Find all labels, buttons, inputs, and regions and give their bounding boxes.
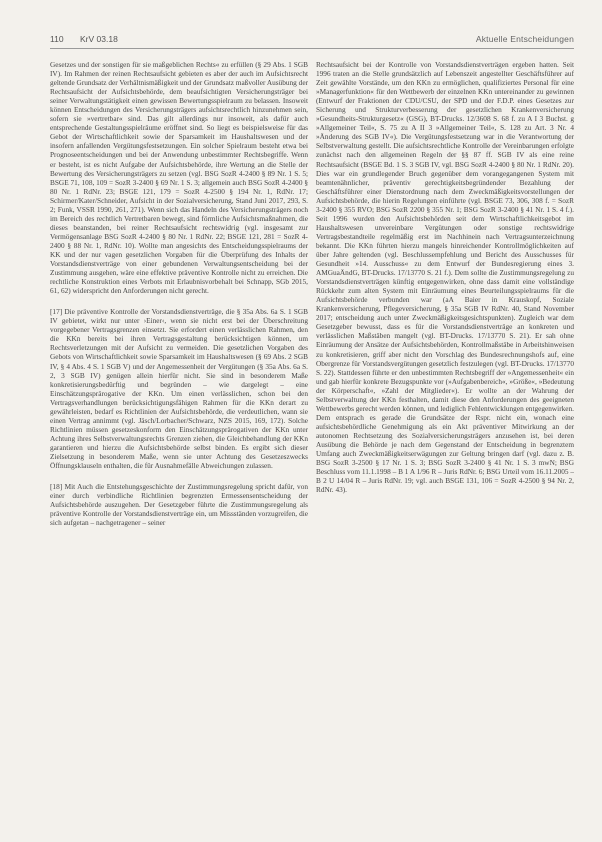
page-number: 110 — [50, 34, 64, 44]
page-header — [50, 34, 574, 46]
section-title: Aktuelle Entscheidungen — [475, 34, 574, 44]
header-rule — [50, 48, 574, 49]
left-paragraph-2: [17] Die präventive Kontrolle der Vorstandsdienstverträge, die § 35a Abs. 6a S. 1 SGB IV gebietet, wirkt nur unter ›Einer‹, wenn sie nicht erst bei der Überschreitung vorgegebener Vertragsgrenzen einsetzt. Sie erfordert einen verlässlichen Rahmen, den die KKn bereits bei ihren Vertragsgestaltung berücksichtigen können, um Rechtsverletzungen mit der Aufsicht zu vermeiden. Die gesetzlichen Vorgaben des Gebots von Wirtschaftlichkeit sowie Sparsamkeit im Haushaltswesen (§ 69 Abs. 2 SGB IV, § 4 Abs. 4 S. 1 SGB V) und der Angemessenheit der Vergütungen (§ 35a Abs. 6a S. 2, 3 SGB IV) genügen allein hierfür nicht. Sie sind in besonderem Maße konkretisierungsbedürftig und begründen – wie dargelegt – eine Einschätzungsprärogative der KKn. Um einen verlässlichen, schon bei den Vertragsverhandlungen berücksichtigungsfähigen Rahmen für die KKn derart zu gewährleisten, bedarf es Richtlinien der Aufsichtsbehörde, die verdeutlichen, wann sie einen Vertrag annimmt (vgl. Jäsch/Lorbacher/Schwarz, NZS 2015, 169, 172). Solche Richtlinien müssen gesetzeskonform den Einschätzungsprärogativen der KKn unter Achtung ihres Selbstverwaltungsrechts Grenzen ziehen, die Gleichbehandlung der KKn garantieren und hierzu die Aufsichtsbehörde selbst binden. Es ergibt sich dieser Zielsetzung in besonderem Maße, wenn sie unter Achtung des Gesetzeszwecks Öffnungsklauseln enthalten, die für Ausnahmefälle Abweichungen zulassen. — [50, 307, 308, 471]
right-column — [316, 60, 574, 830]
left-paragraph-3: [18] Mit Auch die Entstehungsgeschichte der Zustimmungsregelung spricht dafür, von einer durch verbindliche Richtlinien begrenzten Ermessensentscheidung der Aufsichtsbehörde auszugehen. Der Gesetzgeber führte die Zustimmungsregelung als präventive Kontrolle der Vorstandsdienstverträge ein, um Missständen vorzugreifen, die sich aufgetan – nachgetragener – seiner — [50, 482, 308, 528]
right-paragraph-1: Rechtsaufsicht bei der Kontrolle von Vorstandsdienstverträgen ergeben hatten. Seit 1996 traten an die Stelle grundsätzlich auf Lebenszeit angestellter Geschäftsführer auf Zeit gewählte Vorstände, um den KKn zu ermöglichen, qualifiziertes Personal für eine »Managerfunktion« für den Wettbewerb der einzelnen KKn untereinander zu gewinnen (Entwurf der Fraktionen der CDU/CSU, der SPD und der F.D.P. eines Gesetzes zur Sicherung und Strukturverbesserung der gesetzlichen Krankenversicherung »Gesundheits-Strukturgesetz« (GSG), BT-Drucks. 12/3608 S. 68 f. zu A I 3 Buchst. g »Allgemeiner Teil«, S. 75 zu A II 3 »Allgemeiner Teil«, S. 128 zu Art. 3 Nr. 4 »Änderung des SGB IV«). Die Vergütungsfestsetzung war in die Verantwortung der Selbstverwaltung gestellt. Die aufsichtsrechtliche Kontrolle der Vereinbarungen erfolgte zunächst nach den allgemeinen Regeln der §§ 87 ff. SGB IV als eine reine Rechtsaufsicht (BSGE Bd. 1 S. 3 SGB IV, vgl. BSG SozR 4-2400 § 80 Nr. 1 RdNr. 20). Dies war ein grundlegender Bruch gegenüber dem vorangegangenen System mit beamtenähnlicher, präventiv gerechtigkeitsbegründender Bezahlung der Geschäftsführer einer Dienstordnung nach dem Zweckmäßigkeitsvorstellungen der Aufsichtsbehörde, die hierin Regelungen einführte (vgl. BSGE 73, 306, 308 f. = SozR 3-2400 § 355 RVO; BSG SozR 2200 § 355 Nr. 1; BSG SozR 3-2400 § 41 Nr. 1 S. 4 f.). Seit 1996 wurden den Aufsichtsbehörden seit dem Wirtschaftlichkeitsgebot im Haushaltswesen unvereinbare Vergütungen oder sonstige rechtswidrige Vertragsbestandteile regelmäßig erst im Nachhinein nach Vertragsunterzeichnung bekannt. Die KKn führten hierzu mangels hinreichender Kontrollmöglichkeiten auf über Jahre geltenden (vgl. Beschlussempfehlung und Bericht des Ausschusses für Gesundheit »14. Ausschuss« zu dem Entwurf der Bundesregierung eines 3. AMGuaÄndG, BT-Drucks. 17/13770 S. 21 f.). Dem sollte die Zustimmungsregelung zu Vorstandsdienstverträgen künftig entgegenwirken, ohne dass damit eine vollständige Rückkehr zum alten System mit Einräumung eines Beurteilungsspielraums für die Aufsichtsbehörde verbunden war (aA Baier in Krauskopf, Soziale Krankenversicherung, Pflegeversicherung, § 35a SGB IV RdNr. 40, Stand November 2017; entscheidung auch unter Zweckmäßigkeitsgesichtspunkten). Zugleich war dem Gesetzgeber bewusst, dass es für die Vorstandsdienstverträge an konkreten und verlässlichen Maßstäben mangelt (vgl. BT-Drucks. 17/13770 S. 21). Er sah ohne Einräumung der Ansätze der Aufsichtsbehörden, Kontrollmaßstäbe in Arbeitshinweisen zu konkretisieren, griff aber nicht den Vorschlag des Bundesrechnungshofs auf, eine Obergrenze für Vorstandsvergütungen gesetzlich festzulegen (vgl. BT-Drucks. 17/13770 S. 22). Stattdessen führte er den unbestimmten Rechtsbegriff der »Angemessenheit« ein und gab hierfür konkrete Bezugspunkte vor (»Aufgabenbereich«, »Größe«, »Bedeutung der Körperschaft«, »Zahl der Mitglieder«). Er wollte an der Wahrung der Selbstverwaltung der KKn festhalten, damit diese den Anforderungen des geeigneten Wettbewerbs gerecht werden können, und lediglich Fehlentwicklungen entgegenwirken. Dem entsprach es gerade die Grundsätze der Rspr. nicht ein, wonach eine aufsichtsbehördliche Genehmigung als ein Akt präventiver Mitwirkung an der autonomen Rechtsetzung des Sozialversicherungsträgers anzusehen ist, bei deren Ausübung die Behörde je nach dem Gegenstand der Entscheidung in begrenztem Umfang auch Zweckmäßigkeitserwägungen zur Geltung bringen darf (vgl. dazu z. B. BSG SozR 3-2500 § 17 Nr. 1 S. 3; BSG SozR 3-2400 § 41 Nr. 1 S. 3 mwN; BSG Beschluss vom 11.1.1998 – B 1 A 1/96 R – Juris RdNr. 6; BSG Urteil vom 16.11.2005 – B 2 U 14/04 R – Juris RdNr. 19; vgl. auch BSGE 131, 106 = SozR 4-2500 § 94 Nr. 2, RdNr. 43). — [316, 60, 574, 495]
journal-name: KrV 03.18 — [80, 34, 118, 44]
left-column — [50, 60, 308, 830]
left-paragraph-1: Gesetzes und der sonstigen für sie maßgeblichen Rechts« zu erfüllen (§ 29 Abs. 1 SGB IV). Im Rahmen der reinen Rechtsaufsicht gebieten es aber der auch im Aufsichtsrecht geltende Grundsatz der Verhältnismäßigkeit und der Grundsatz maßvoller Ausübung der Rechtsaufsicht der Aufsichtsbehörde, dem beaufsichtigten Versicherungsträger bei seiner Verwaltungstätigkeit einen gewissen Bewertungsspielraum zu belassen. Insoweit können Entscheidungen des Versicherungsträgers aufsichtsrechtlich hinzunehmen sein, sofern sie »vertretbar« sind. Das gilt allerdings nur insoweit, als dafür auch entsprechende Gestaltungsspielräume eröffnet sind. So liegt es beispielsweise für das Gebot der Wirtschaftlichkeit sowie der Sparsamkeit im Haushaltswesen und der insofern anfallenden Vergütungsfestsetzungen. Ein solcher Spielraum besteht etwa bei Prognoseentscheidungen und bei der Anwendung unbestimmter Rechtsbegriffe. Wenn er besteht, ist es nicht Aufgabe der Aufsichtsbehörde, ihre Wertung an die Stelle der Bewertung des Versicherungsträgers zu setzen (vgl. BSG SozR 4-2400 § 89 Nr. 1 S. 5; BSGE 71, 108, 109 = SozR 3-2400 § 69 Nr. 1 S. 3; allgemein auch BSG SozR 4-2400 § 80 Nr. 1 RdNr. 23; BSGE 121, 179 = SozR 4-2500 § 194 Nr. 1, RdNr. 17; Schirmer/Kater/Schneider, Aufsicht in der Sozialversicherung, Stand Juni 2017, 293, S. 2; Funk, VSSR 1990, 261, 271). Wenn sich das Handeln des Versicherungsträgers noch im Bereich des rechtlich Vertretbaren bewegt, sind förmliche Aufsichtsmaßnahmen, die dieses beanstanden, bei reiner Rechtsaufsicht rechtswidrig (vgl. insgesamt zur Vermögensanlage BSG SozR 4-2400 § 80 Nr. 1 RdNr. 22; BSGE 121, 281 = SozR 4-2400 § 88 Nr. 1, RdNr. 10). Wollte man angesichts des Entscheidungsspielraums der KK und der nur vagen gesetzlichen Vorgaben für die Überprüfung des Inhalts der Vorstandsdienstverträge von einer gebundenen Verwaltungsentscheidung bei der Zustimmung ausgehen, wäre eine effektive präventive Kontrolle nicht zu erreichen. Die rechtliche Konstruktion eines Verbots mit Erlaubnisvorbehalt bei Schnapp, SGb 2015, 61, 62) widerspricht den Anforderungen nicht gerecht. — [50, 60, 308, 296]
